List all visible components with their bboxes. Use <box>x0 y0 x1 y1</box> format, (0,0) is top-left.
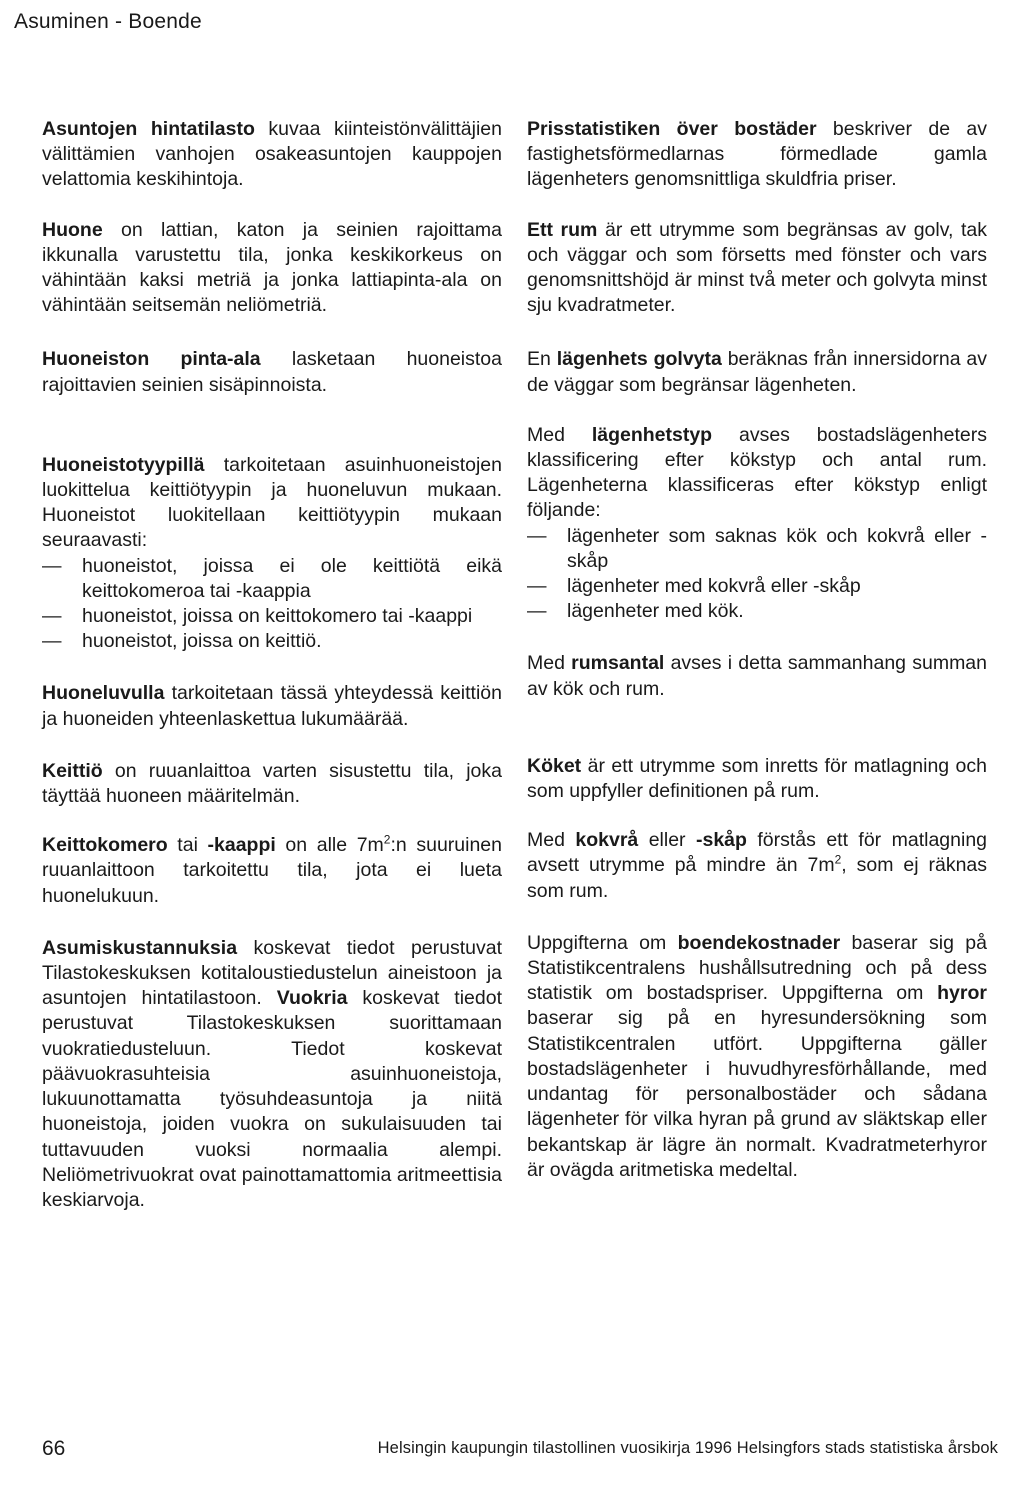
definition-golvyta <box>527 347 987 397</box>
definition-text: tarkoitetaan tässä yhteydessä keittiön ja huoneiden yhteenlaskettua lukumäärää. <box>42 682 502 730</box>
term: Asumiskustannuksia <box>42 936 238 959</box>
definition-rumsantal <box>527 651 987 701</box>
definition-text: Med <box>527 829 576 852</box>
term: lägenhets golvyta <box>556 348 722 371</box>
term: Prisstatistiken över bostäder <box>527 118 817 140</box>
definition-asumiskustannukset <box>42 936 502 1213</box>
definition-text: förstås ett för matlagning avsett utrymme på mindre än 7m <box>527 829 988 877</box>
superscript: 2 <box>383 832 391 847</box>
definition-text: eller <box>638 829 696 852</box>
term: -skåp <box>695 829 747 852</box>
definition-text: kuvaa kiinteistönvälittäjien välittämien vanhojen osakeasuntojen kauppojen velattomia keskihintoja. <box>42 118 502 191</box>
definition-text: , som ej räknas som rum. <box>527 854 988 902</box>
definition-text: är ett utrymme som inretts för matlagning och som uppfyller definitionen på rum. <box>527 754 987 803</box>
definition-lagenhetstyp <box>527 423 987 625</box>
definition-hintatilasto <box>42 117 502 193</box>
definition-text: En <box>527 348 557 371</box>
finnish-column <box>42 117 502 1234</box>
list-item: — huoneistot, joissa on keittiö. <box>42 629 502 654</box>
kitchen-type-list <box>42 554 502 655</box>
definition-text: avses bostadslägenheters klassificering efter kökstyp och antal rum. Lägenheterna klassificeras efter kökstyp enligt följande: <box>527 423 987 522</box>
page-number: 66 <box>42 1437 66 1460</box>
definition-text: Med <box>527 423 592 446</box>
definition-kokvra <box>527 828 987 904</box>
definition-text: är ett utrymme som begränsas av golv, tak och väggar och som försetts med fönster och vars genomsnittshöjd är minst två meter och golvyta minst sju kvadratmeter. <box>527 218 988 317</box>
term: Huoneiston pinta-ala <box>42 348 261 371</box>
term: Huone <box>42 218 103 241</box>
term: Keittiö <box>42 759 103 782</box>
definition-keittokomero <box>42 833 502 909</box>
definition-text: :n suuruinen ruuanlaittoon tarkoitettu tila, jota ei lueta huonelukuun. <box>42 834 502 907</box>
definition-koket <box>527 754 987 804</box>
definition-text: beräknas från innersidorna av de väggar som begränsar lägenheten. <box>527 348 987 396</box>
definition-text: avses i detta sammanhang summan av kök och rum. <box>527 652 987 700</box>
list-item: — huoneistot, joissa ei ole keittiötä eikä keittokomeroa tai -kaappia <box>42 554 502 604</box>
definition-text: beskriver de av fastighetsförmedlarnas förmedlade gamla lägenheters genomsnittliga skuldfria priser. <box>527 118 987 191</box>
definition-text: baserar sig på en hyresundersökning som Statistikcentralen utfört. Uppgifterna gäller bostadslägenheter i huvudhyresförhållande, med undantag för personalbostäder och sådana lägenheter för vilka hyran på grund av släktskap eller bekantskap är lägre än normalt. Kvadratmeterhyror är ovägda aritmetiska medeltal. <box>527 1007 987 1181</box>
definition-text: on lattian, katon ja seinien rajoittama ikkunalla varustettu tila, jonka keskikorkeus on vähintään kaksi metriä ja jonka lattiapinta-ala on vähintään seitsemän neliömetriä. <box>42 218 502 317</box>
definition-huone <box>42 218 502 319</box>
list-item: — lägenheter med kök. <box>527 599 987 624</box>
term: Keittokomero <box>42 834 168 857</box>
definition-text: baserar sig på Statistikcentralens hushållsutredning och på dess statistik om bostadspriser. Uppgifterna om <box>527 931 987 1005</box>
swedish-column <box>527 117 987 1204</box>
term: Huoneluvulla <box>42 682 165 705</box>
definition-text: Uppgifterna om <box>527 931 678 954</box>
definition-pinta-ala <box>42 347 502 397</box>
definition-huoneluku <box>42 681 502 731</box>
term: lägenhetstyp <box>591 423 713 446</box>
definition-text: tarkoitetaan asuinhuoneistojen luokittelua keittiötyypin ja huoneluvun mukaan. Huoneistot luokitellaan keittiötyypin mukaan seuraavasti: <box>42 453 502 552</box>
definition-text: on ruuanlaittoa varten sisustettu tila, joka täyttää huoneen määritelmän. <box>42 759 502 808</box>
definition-text: lasketaan huoneistoa rajoittavien seinien sisäpinnoista. <box>42 348 502 396</box>
list-item: — lägenheter med kokvrå eller -skåp <box>527 574 987 599</box>
term: Köket <box>527 754 582 777</box>
definition-text: koskevat tiedot perustuvat Tilastokeskuksen kotitaloustiedustelun aineistoon ja asuntojen hintatilastoon. <box>42 936 502 1010</box>
list-item: — lägenheter som saknas kök och kokvrå eller -skåp <box>527 524 987 574</box>
running-header: Asuminen - Boende <box>14 10 202 33</box>
superscript: 2 <box>834 852 842 867</box>
term: Huoneistotyypillä <box>42 453 205 476</box>
term: Ett rum <box>527 218 598 241</box>
term: Asuntojen hintatilasto <box>42 118 255 140</box>
definition-text: Med <box>527 652 572 675</box>
term: kokvrå <box>575 829 639 852</box>
term: boendekostnader <box>677 931 841 954</box>
publication-title: Helsingin kaupungin tilastollinen vuosikirja 1996 Helsingfors stads statistiska årsbok <box>377 1439 998 1457</box>
definition-prisstatistiken <box>527 117 987 193</box>
definition-keittio <box>42 759 502 809</box>
definition-text: koskevat tiedot perustuvat Tilastokeskuksen suorittamaan vuokratiedusteluun. Tiedot koskevat päävuokrasuhteisia asuinhuoneistoja, lukuunottamatta työsuhdeasuntoja ja niitä huoneistoja, joiden vuokra on sukulaisuuden tai tuttavuuden vuoksi normaalia alempi. Neliömetrivuokrat ovat painottamattomia aritmeettisia keskiarvoja. <box>42 987 502 1211</box>
list-item: — huoneistot, joissa on keittokomero tai -kaappi <box>42 604 502 629</box>
term: hyror <box>937 982 987 1005</box>
definition-text: on alle 7m <box>275 834 384 857</box>
kitchen-type-list <box>527 524 987 625</box>
term: rumsantal <box>571 652 665 675</box>
definition-text: tai <box>167 834 208 857</box>
definition-huoneistotyyppi <box>42 453 502 655</box>
definition-rum <box>527 218 987 319</box>
definition-boendekostnader <box>527 931 987 1183</box>
term: -kaappi <box>207 834 276 857</box>
term: Vuokria <box>276 987 348 1010</box>
